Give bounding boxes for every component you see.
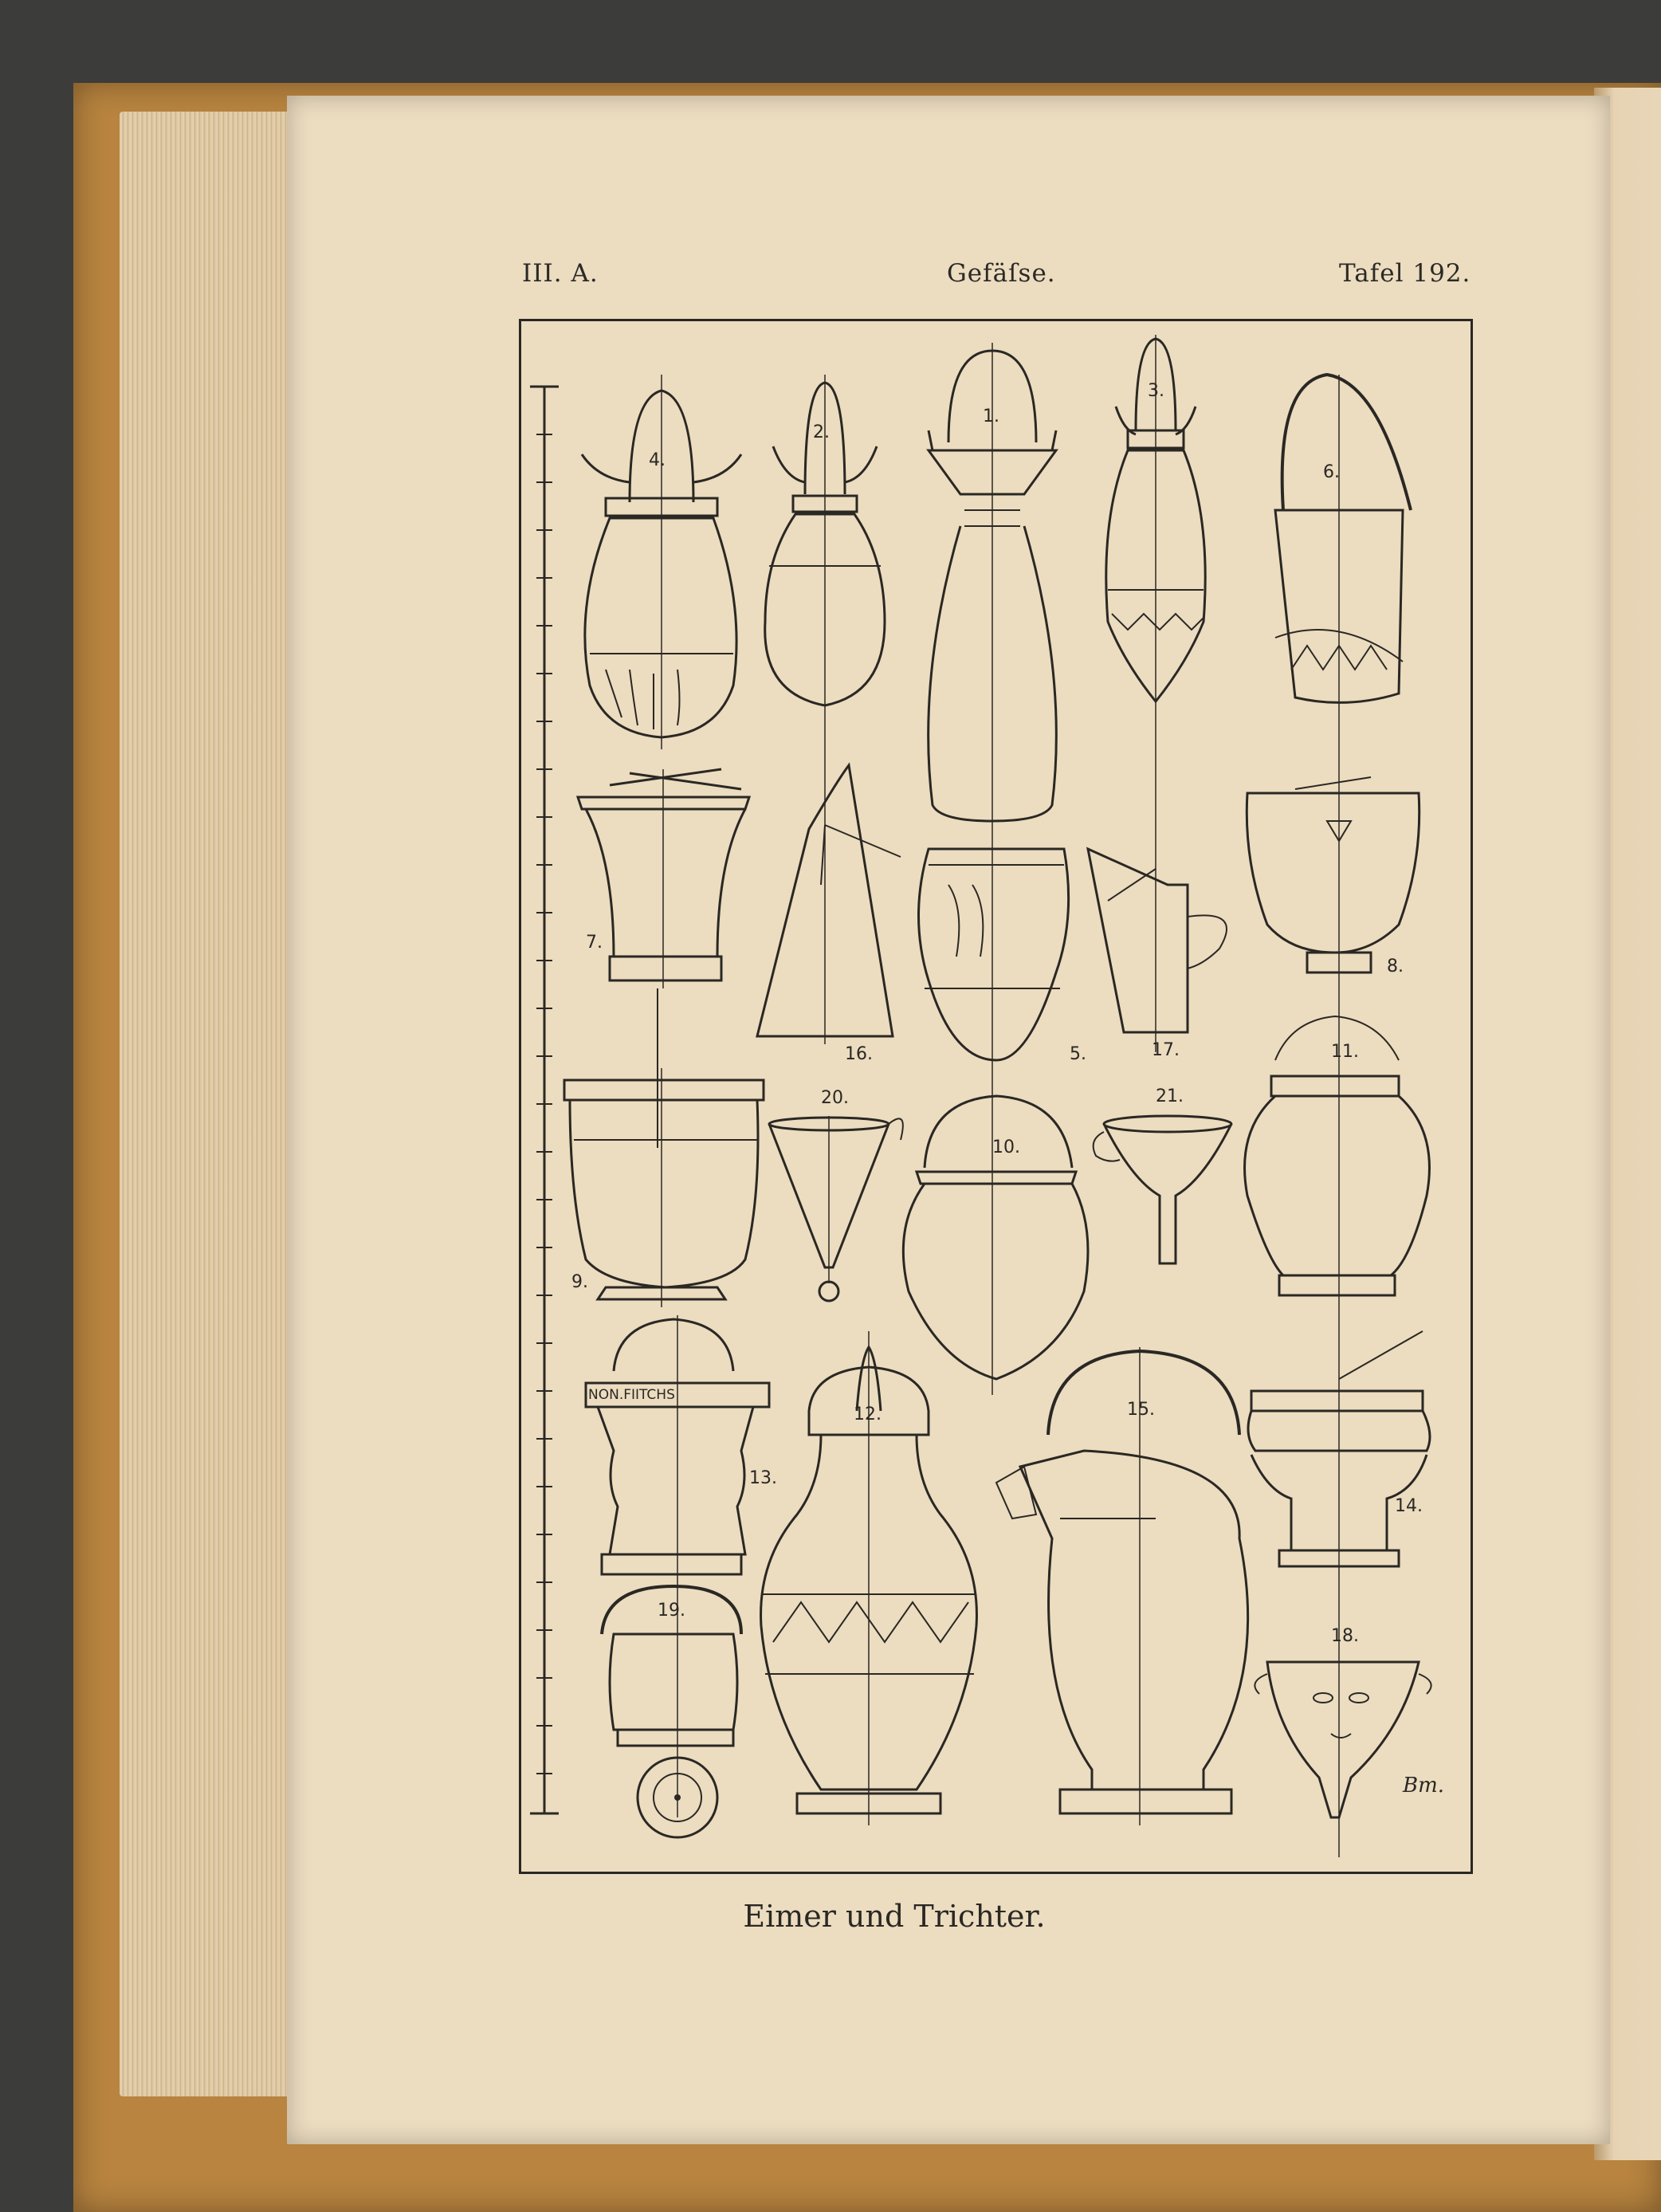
header-section: III. A. — [522, 259, 599, 288]
figure-label-10: 10. — [992, 1137, 1020, 1157]
vessel-fig-15 — [996, 1347, 1248, 1825]
figure-label-11: 11. — [1331, 1042, 1359, 1062]
vessel-fig-5 — [919, 849, 1069, 1060]
figure-label-15: 15. — [1127, 1400, 1155, 1420]
figure-label-21: 21. — [1156, 1086, 1184, 1106]
figure-label-19: 19. — [658, 1601, 685, 1621]
vessel-fig-7 — [578, 769, 749, 988]
figure-label-16: 16. — [845, 1044, 873, 1064]
figure-label-7: 7. — [586, 933, 603, 953]
figure-label-1: 1. — [983, 407, 999, 426]
header-title: Gefäſse. — [947, 259, 1056, 288]
vessel-fig-4 — [582, 375, 741, 749]
vessel-fig-8 — [1247, 777, 1419, 972]
figure-label-18: 18. — [1331, 1626, 1359, 1646]
figure-label-3: 3. — [1148, 381, 1164, 401]
funnel-fig-21 — [1094, 1116, 1231, 1263]
figure-label-5: 5. — [1070, 1044, 1086, 1064]
figure-label-20: 20. — [821, 1088, 849, 1108]
vessel-inscription: NON.FIITCHS — [588, 1387, 675, 1403]
header-plate-number: Tafel 192. — [1339, 259, 1471, 288]
vessel-fig-19 — [602, 1586, 741, 1837]
figure-label-9: 9. — [571, 1272, 588, 1292]
vessel-fig-2 — [765, 375, 885, 1044]
figure-label-14: 14. — [1395, 1496, 1423, 1516]
vessel-fig-17 — [1088, 849, 1227, 1032]
scale-bar — [530, 387, 559, 1813]
vessel-fig-9 — [564, 988, 764, 1307]
vessel-fig-1 — [929, 343, 1057, 1395]
figure-label-8: 8. — [1387, 957, 1404, 976]
figure-label-17: 17. — [1152, 1040, 1180, 1060]
figure-label-12: 12. — [854, 1405, 882, 1424]
funnel-fig-20 — [769, 1116, 903, 1301]
vessel-fig-3 — [1106, 335, 1205, 1052]
figure-label-4: 4. — [649, 450, 666, 470]
vessel-fig-16 — [757, 765, 901, 1036]
artist-signature: Bm. — [1403, 1774, 1445, 1797]
figure-label-2: 2. — [813, 422, 830, 442]
figure-label-6: 6. — [1323, 462, 1340, 482]
figure-label-13: 13. — [749, 1468, 777, 1488]
plate-caption: Eimer und Trichter. — [743, 1899, 1046, 1934]
